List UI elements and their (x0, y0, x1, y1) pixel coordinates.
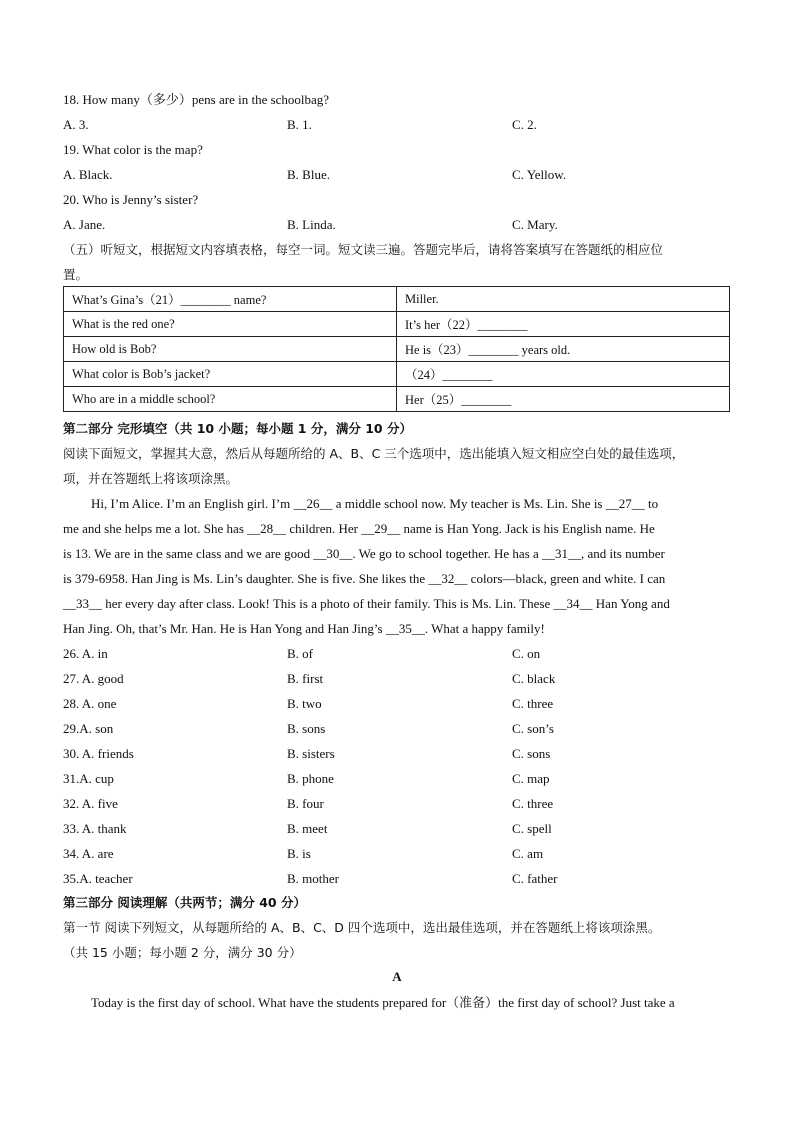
q28-option-b: B. two (287, 696, 322, 711)
q18-option-a: A. 3. (63, 117, 89, 132)
q30-option-b: B. sisters (287, 746, 335, 761)
table-row (64, 312, 730, 337)
question-19: 19. What color is the map? (63, 142, 203, 157)
question-20: 20. Who is Jenny’s sister? (63, 192, 199, 207)
q35-option-c: C. father (512, 871, 558, 886)
table-cell-answer: It’s her（22）________ (397, 312, 730, 337)
reading-first-line: Today is the first day of school. What have the students prepared for（准备）the first day of school? Just take a (91, 995, 675, 1010)
q29-option-b: B. sons (287, 721, 326, 736)
table-row (64, 337, 730, 362)
q33-option-b: B. meet (287, 821, 328, 836)
section-5-instruction: （五）听短文，根据短文内容填表格，每空一词。短文读三遍。答题完毕后，请将答案填写在答题纸的相应位 (63, 242, 664, 257)
q19-option-a: A. Black. (63, 167, 113, 182)
q35-option-a: 35.A. teacher (63, 871, 133, 886)
passage-line-5: __33__ her every day after class. Look! This is a photo of their family. This is Ms. Lin. These __34__ Han Yong and (63, 596, 670, 611)
q31-option-b: B. phone (287, 771, 334, 786)
q32-option-c: C. three (512, 796, 554, 811)
q29-option-c: C. son’s (512, 721, 554, 736)
q34-option-b: B. is (287, 846, 311, 861)
q28-option-a: 28. A. one (63, 696, 117, 711)
q18-option-b: B. 1. (287, 117, 312, 132)
passage-line-1: Hi, I’m Alice. I’m an English girl. I’m __26__ a middle school now. My teacher is Ms. Lin. She is __27__ to (91, 496, 659, 511)
q27-option-a: 27. A. good (63, 671, 124, 686)
q33-option-a: 33. A. thank (63, 821, 127, 836)
part-3-instruction: 第一节 阅读下列短文，从每题所给的 A、B、C、D 四个选项中，选出最佳选项，并在答题纸上将该项涂黑。 (63, 920, 661, 935)
table-cell-question: Who are in a middle school? (64, 387, 397, 412)
table-cell-answer: Miller. (397, 287, 730, 312)
q19-option-c: C. Yellow. (512, 167, 567, 182)
fill-in-table (63, 286, 730, 412)
q26-option-c: C. on (512, 646, 541, 661)
q30-option-c: C. sons (512, 746, 551, 761)
q30-option-a: 30. A. friends (63, 746, 134, 761)
part-3-instruction-cont: （共 15 小题；每小题 2 分，满分 30 分） (63, 945, 302, 960)
part-2-title: 第二部分 完形填空（共 10 小题；每小题 1 分，满分 10 分） (63, 421, 412, 436)
section-5-instruction-cont: 置。 (63, 267, 89, 282)
q19-option-b: B. Blue. (287, 167, 330, 182)
q26-option-a: 26. A. in (63, 646, 108, 661)
table-cell-question: What color is Bob’s jacket? (64, 362, 397, 387)
q20-option-a: A. Jane. (63, 217, 106, 232)
table-row (64, 387, 730, 412)
q34-option-c: C. am (512, 846, 544, 861)
question-18: 18. How many（多少）pens are in the schoolbag? (63, 92, 330, 107)
q27-option-c: C. black (512, 671, 556, 686)
q33-option-c: C. spell (512, 821, 552, 836)
q26-option-b: B. of (287, 646, 313, 661)
passage-line-6: Han Jing. Oh, that’s Mr. Han. He is Han Yong and Han Jing’s __35__. What a happy family! (63, 621, 545, 636)
part-3-title: 第三部分 阅读理解（共两节；满分 40 分） (63, 895, 306, 910)
passage-line-2: me and she helps me a lot. She has __28__ children. Her __29__ name is Han Yong. Jack is his English name. He (63, 521, 655, 536)
q18-option-c: C. 2. (512, 117, 537, 132)
q28-option-c: C. three (512, 696, 554, 711)
table-cell-question: What’s Gina’s（21）________ name? (64, 287, 397, 312)
table-cell-question: What is the red one? (64, 312, 397, 337)
q35-option-b: B. mother (287, 871, 339, 886)
q29-option-a: 29.A. son (63, 721, 114, 736)
table-cell-answer: Her（25）________ (397, 387, 730, 412)
passage-line-4: is 379-6958. Han Jing is Ms. Lin’s daughter. She is five. She likes the __32__ colors—black, green and white. I can (63, 571, 666, 586)
part-2-instruction-cont: 项，并在答题纸上将该项涂黑。 (63, 471, 239, 486)
part-2-instruction: 阅读下面短文，掌握其大意，然后从每题所给的 A、B、C 三个选项中，选出能填入短文相应空白处的最佳选项， (63, 446, 685, 461)
q31-option-a: 31.A. cup (63, 771, 114, 786)
table-row (64, 362, 730, 387)
reading-heading: A (392, 969, 402, 984)
table-cell-answer: （24）________ (397, 362, 730, 387)
q20-option-c: C. Mary. (512, 217, 558, 232)
q20-option-b: B. Linda. (287, 217, 336, 232)
q27-option-b: B. first (287, 671, 324, 686)
q32-option-b: B. four (287, 796, 324, 811)
q31-option-c: C. map (512, 771, 550, 786)
q34-option-a: 34. A. are (63, 846, 114, 861)
table-row (64, 287, 730, 312)
table-cell-question: How old is Bob? (64, 337, 397, 362)
passage-line-3: is 13. We are in the same class and we are good __30__. We go to school together. He has a __31__, and its number (63, 546, 665, 561)
q32-option-a: 32. A. five (63, 796, 118, 811)
table-cell-answer: He is（23）________ years old. (397, 337, 730, 362)
